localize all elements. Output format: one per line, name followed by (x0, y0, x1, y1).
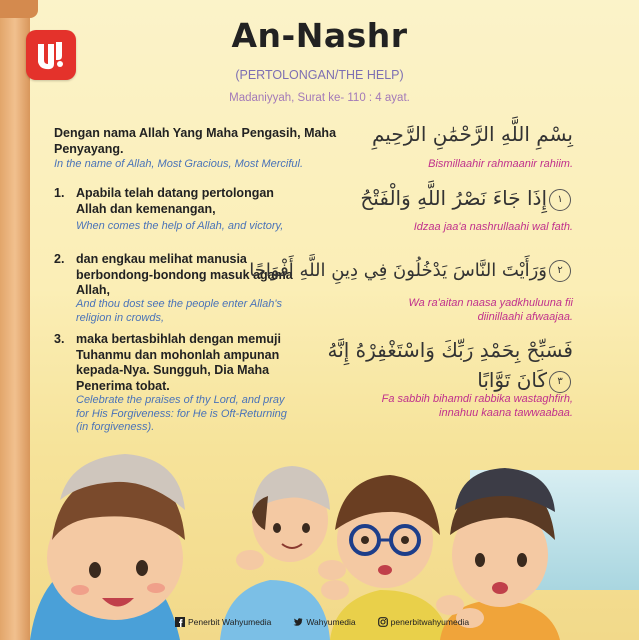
facebook-label: Penerbit Wahyumedia (188, 617, 272, 627)
ayah-marker-icon: ٢ (549, 260, 571, 282)
children-illustration (30, 440, 610, 640)
bismillah-indonesian: Dengan nama Allah Yang Maha Pengasih, Maha Penyayang. (54, 126, 337, 156)
verse-3-arabic-line2-text: كَانَ تَوَّابًا (477, 368, 547, 392)
verse-2-arabic (249, 260, 573, 282)
page-subtitle: (PERTOLONGAN/THE HELP) (235, 68, 404, 82)
instagram-icon (378, 617, 388, 627)
verse-2-arabic-text: وَرَأَيْتَ النَّاسَ يَدْخُلُونَ فِي دِينِ اللَّهِ أَفْوَاجًا (249, 260, 547, 281)
facebook-icon (175, 617, 185, 627)
verse-1-number: 1. (54, 186, 65, 200)
bismillah-arabic: بِسْمِ اللَّهِ الرَّحْمَٰنِ الرَّحِيمِ (371, 122, 573, 146)
verse-1-indonesian: Apabila telah datang pertolongan Allah dan kemenangan, (76, 186, 274, 216)
verse-2-indonesian: dan engkau melihat manusia berbondong-bondong masuk agama Allah, (76, 252, 293, 297)
facebook-link[interactable] (175, 617, 271, 627)
verse-3-transliteration: Fa sabbih bihamdi rabbika wastaghfirh, innahuu kaana tawwaabaa. (381, 393, 573, 419)
kid-1-figure (30, 454, 185, 640)
instagram-link[interactable] (378, 617, 469, 627)
twitter-link[interactable] (293, 617, 355, 627)
verse-2-transliteration: Wa ra'aitan naasa yadkhuluuna fii diinillaahi afwaajaa. (408, 297, 573, 323)
page-title: An-Nashr (231, 16, 408, 55)
verse-1-transliteration: Idzaa jaa'a nashrullaahi wal fath. (413, 221, 573, 233)
twitter-label: Wahyumedia (306, 617, 356, 627)
verse-3-arabic-line1: فَسَبِّحْ بِحَمْدِ رَبِّكَ وَاسْتَغْفِرْهُ إِنَّهُ (327, 338, 573, 362)
verse-3-indonesian: maka bertasbihlah dengan memuji Tuhanmu dan mohonlah ampunan kepada-Nya. Sungguh, Dia Maha Penerima tobat. (76, 332, 281, 393)
social-footer (175, 614, 469, 630)
bismillah-transliteration: Bismillaahir rahmaanir rahiim. (428, 158, 573, 170)
verse-3-number: 3. (54, 332, 65, 346)
ayah-marker-icon: ٣ (549, 371, 571, 393)
ayah-marker-icon: ١ (549, 189, 571, 211)
verse-1-arabic-text: إِذَا جَاءَ نَصْرُ اللَّهِ وَالْفَتْحُ (360, 186, 547, 210)
verse-2-number: 2. (54, 252, 65, 266)
verse-3-arabic-line2 (477, 368, 573, 393)
verse-3-english: Celebrate the praises of thy Lord, and pray for His Forgiveness: for He is Oft-Returning (in forgiveness). (76, 394, 287, 433)
bismillah-english: In the name of Allah, Most Gracious, Most Merciful. (54, 158, 304, 170)
verse-2-english: And thou dost see the people enter Allah's religion in crowds, (76, 298, 282, 324)
verse-1-arabic (360, 186, 573, 211)
surah-meta: Madaniyyah, Surat ke- 110 : 4 ayat. (229, 92, 410, 104)
verse-1-english: When comes the help of Allah, and victory, (76, 220, 284, 232)
instagram-label: penerbitwahyumedia (390, 617, 470, 627)
twitter-icon (293, 617, 303, 627)
